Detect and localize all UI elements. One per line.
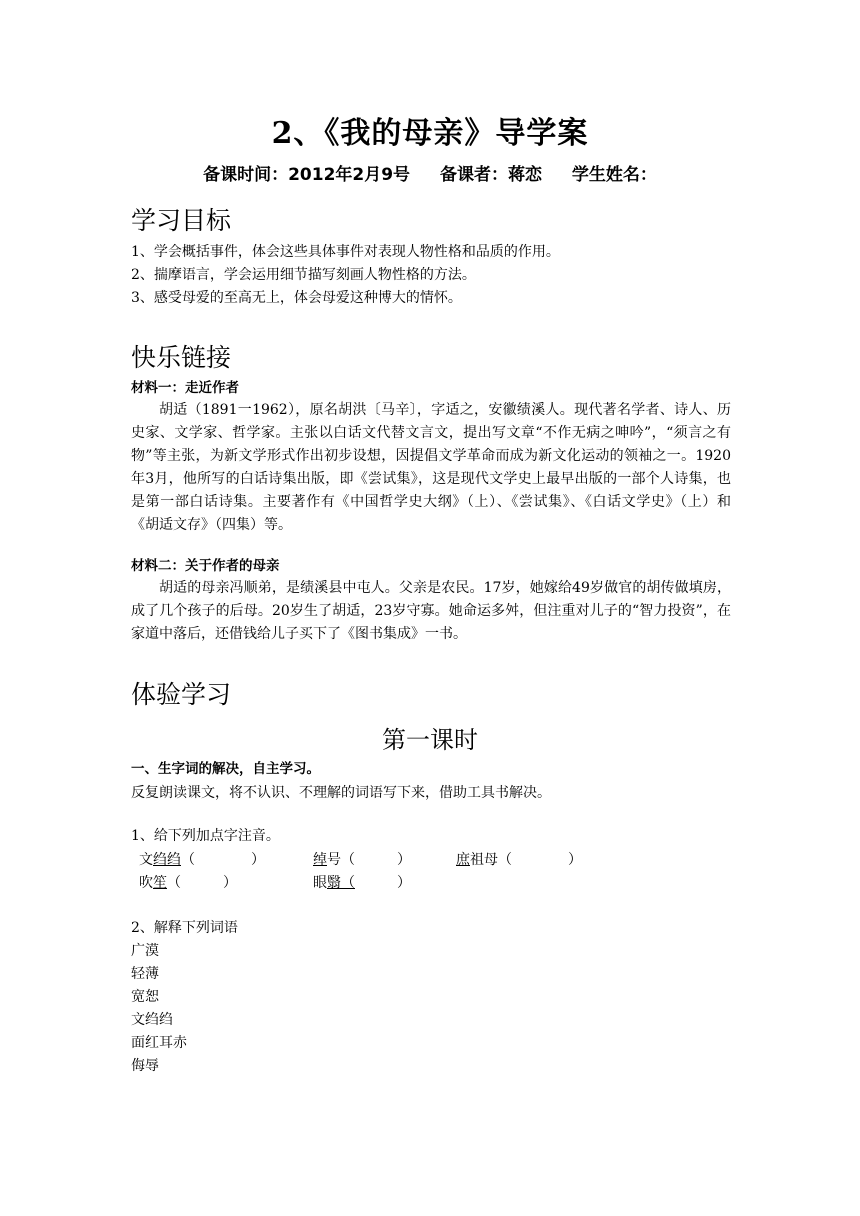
goals-heading: 学习目标 — [131, 206, 232, 235]
vocab-word: 面红耳赤 — [131, 1035, 187, 1051]
pinyin-item: 吹笙（ ） — [139, 875, 237, 891]
vocab-word: 侮辱 — [131, 1058, 159, 1074]
material1-text: 胡适（1891一1962），原名胡洪〔马辛〕，字适之，安徽绩溪人。现代著名学者、诗人、历史家、文学家、哲学家。主张以白话文代替文言文，提出写文章“不作无病之呻吟”，“须言之有物”等主张，为新文学形式作出初步设想，因提倡文学革命而成为新文化运动的领袖之一。1920年3月，他所写的白话诗集出版，即《尝试集》，这是现代文学史上最早出版的一部个人诗集，也是第一部白话诗集。主要著作有《中国哲学史大纲》（上）、《尝试集》、《白话文学史》（上）和《胡适文存》（四集）等。 — [131, 402, 731, 533]
answer-blank[interactable]: ） — [355, 875, 411, 891]
study-heading: 体验学习 — [131, 680, 232, 709]
material1-text-block — [131, 399, 731, 537]
prep-time: 备课时间：2012年2月9号 — [203, 165, 411, 185]
pinyin-item: 文绉绉（ ） — [139, 852, 265, 868]
material2-text-block — [131, 577, 731, 646]
links-heading: 快乐链接 — [131, 343, 232, 372]
question-2: 2、解释下列词语 — [131, 920, 238, 936]
lesson-title: 第一课时 — [382, 726, 478, 754]
goal-item: 1、学会概括事件，体会这些具体事件对表现人物性格和品质的作用。 — [131, 244, 560, 260]
meta-line — [0, 160, 860, 185]
vocab-word: 广漠 — [131, 943, 159, 959]
vocab-word: 文绉绉 — [131, 1012, 173, 1028]
material2-text: 胡适的母亲冯顺弟，是绩溪县中屯人。父亲是农民。17岁，她嫁给49岁做官的胡传做填房，成了几个孩子的后母。20岁生了胡适，23岁守寡。她命运多舛，但注重对儿子的“智力投资”，在家道中落后，还借钱给儿子买下了《图书集成》一书。 — [131, 580, 731, 642]
answer-blank[interactable]: （ ） — [181, 852, 265, 868]
section1-desc: 反复朗读课文，将不认识、不理解的词语写下来，借助工具书解决。 — [131, 785, 551, 801]
preparer: 备课者：蒋恋 — [439, 165, 542, 185]
goal-item: 2、揣摩语言，学会运用细节描写刻画人物性格的方法。 — [131, 267, 476, 283]
question-1: 1、给下列加点字注音。 — [131, 828, 280, 844]
pinyin-item: 眼翳（ ） — [313, 875, 411, 891]
material2-title: 材料二：关于作者的母亲 — [131, 558, 280, 574]
pinyin-item: 庶祖母（ ） — [456, 852, 582, 868]
answer-blank[interactable]: （ ） — [498, 852, 582, 868]
page-title: 2、《我的母亲》导学案 — [271, 116, 589, 151]
material1-title: 材料一：走近作者 — [131, 380, 239, 396]
pinyin-item: 绰号（ ） — [313, 852, 411, 868]
vocab-word: 轻薄 — [131, 966, 159, 982]
vocab-word: 宽恕 — [131, 989, 159, 1005]
answer-blank[interactable]: （ ） — [167, 875, 237, 891]
section1-title: 一、生字词的解决，自主学习。 — [131, 761, 320, 777]
goal-item: 3、感受母爱的至高无上，体会母爱这种博大的情怀。 — [131, 290, 462, 306]
student-name-label: 学生姓名： — [571, 165, 657, 185]
answer-blank[interactable]: （ ） — [341, 852, 411, 868]
